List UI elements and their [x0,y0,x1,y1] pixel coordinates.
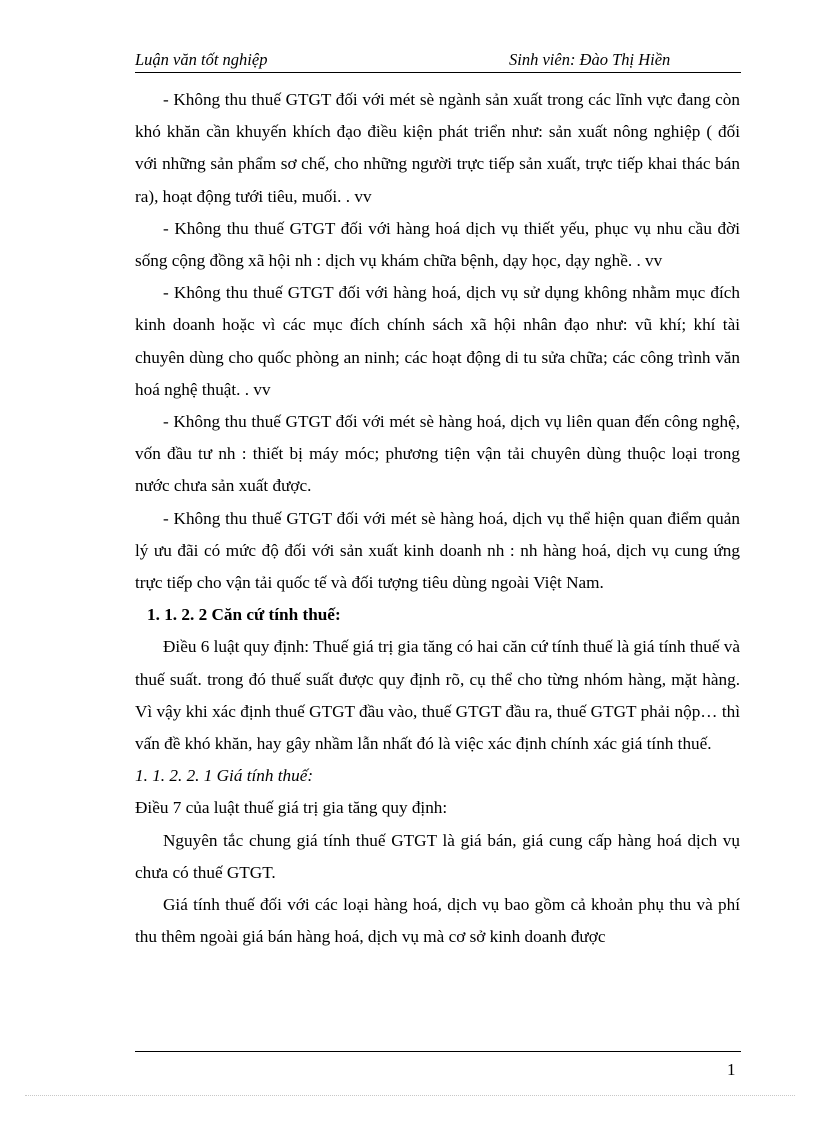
paragraph-surcharges: Giá tính thuế đối với các loại hàng hoá, dịch vụ bao gồm cả khoản phụ thu và phí thu thêm ngoài giá bán hàng hoá, dịch vụ mà cơ sở kinh doanh được [135,895,740,947]
page-bottom-dotted-border [25,1095,795,1096]
paragraph-exemption-international: - Không thu thuế GTGT đối với mét sè hàng hoá, dịch vụ thể hiện quan điểm quản lý ưu đãi có mức độ đối với sản xuất kinh doanh nh : nh hàng hoá, dịch vụ cung ứng trực tiếp cho vận tải quốc tế và đối tượng tiêu dùng ngoài Việt Nam. [135,508,740,593]
paragraph-article-7: Điều 7 của luật thuế giá trị gia tăng quy định: [135,798,448,818]
header-student-name: Sinh viên: Đào Thị Hiền [509,50,671,69]
header-thesis-title: Luận văn tốt nghiệp [135,50,268,69]
page-number: 1 [727,1060,736,1079]
paragraph-exemption-essential-services: - Không thu thuế GTGT đối với hàng hoá dịch vụ thiết yếu, phục vụ nhu cầu đời sống cộng đồng xã hội nh : dịch vụ khám chữa bệnh, dạy học, dạy nghề. . vv [135,218,740,271]
paragraph-general-principle: Nguyên tắc chung giá tính thuế GTGT là giá bán, giá cung cấp hàng hoá dịch vụ chưa có thuế GTGT. [135,830,740,882]
footer-divider [135,1051,741,1052]
paragraph-article-6: Điều 6 luật quy định: Thuế giá trị gia tăng có hai căn cứ tính thuế là giá tính thuế và thuế suất. trong đó thuế suất được quy định rõ, cụ thể cho từng nhóm hàng, mặt hàng. Vì vậy khi xác định thuế GTGT đầu vào, thuế GTGT đầu ra, thuế GTGT phải nộp… thì vấn đề khó khăn, hay gây nhầm lẫn nhất đó là việc xác định chính xác giá tính thuế. [135,637,740,754]
section-heading-tax-basis: 1. 1. 2. 2 Căn cứ tính thuế: [147,605,341,625]
paragraph-exemption-agriculture: - Không thu thuế GTGT đối với mét sè ngành sản xuất trong các lĩnh vực đang còn khó khăn cần khuyến khích đạo điều kiện phát triển như: sản xuất nông nghiệp ( đối với những sản phẩm sơ chế, cho những người trực tiếp sản xuất, trực tiếp khai thác bán ra), hoạt động tưới tiêu, muối. . vv [135,90,740,206]
page-header [135,48,741,73]
subsection-heading-taxable-price: 1. 1. 2. 2. 1 Giá tính thuế: [135,766,314,786]
paragraph-exemption-technology: - Không thu thuế GTGT đối với mét sè hàng hoá, dịch vụ liên quan đến công nghệ, vốn đầu tư nh : thiết bị máy móc; phương tiện vận tải chuyên dùng thuộc loại trong nước chưa sản xuất được. [135,412,740,496]
document-body [135,84,740,953]
paragraph-exemption-non-business: - Không thu thuế GTGT đối với hàng hoá, dịch vụ sử dụng không nhằm mục đích kinh doanh hoặc vì các mục đích chính sách xã hội nhân đạo như: vũ khí; khí tài chuyên dùng cho quốc phòng an ninh; các hoạt động di tu sửa chữa; các công trình văn hoá nghệ thuật. . vv [135,283,740,399]
